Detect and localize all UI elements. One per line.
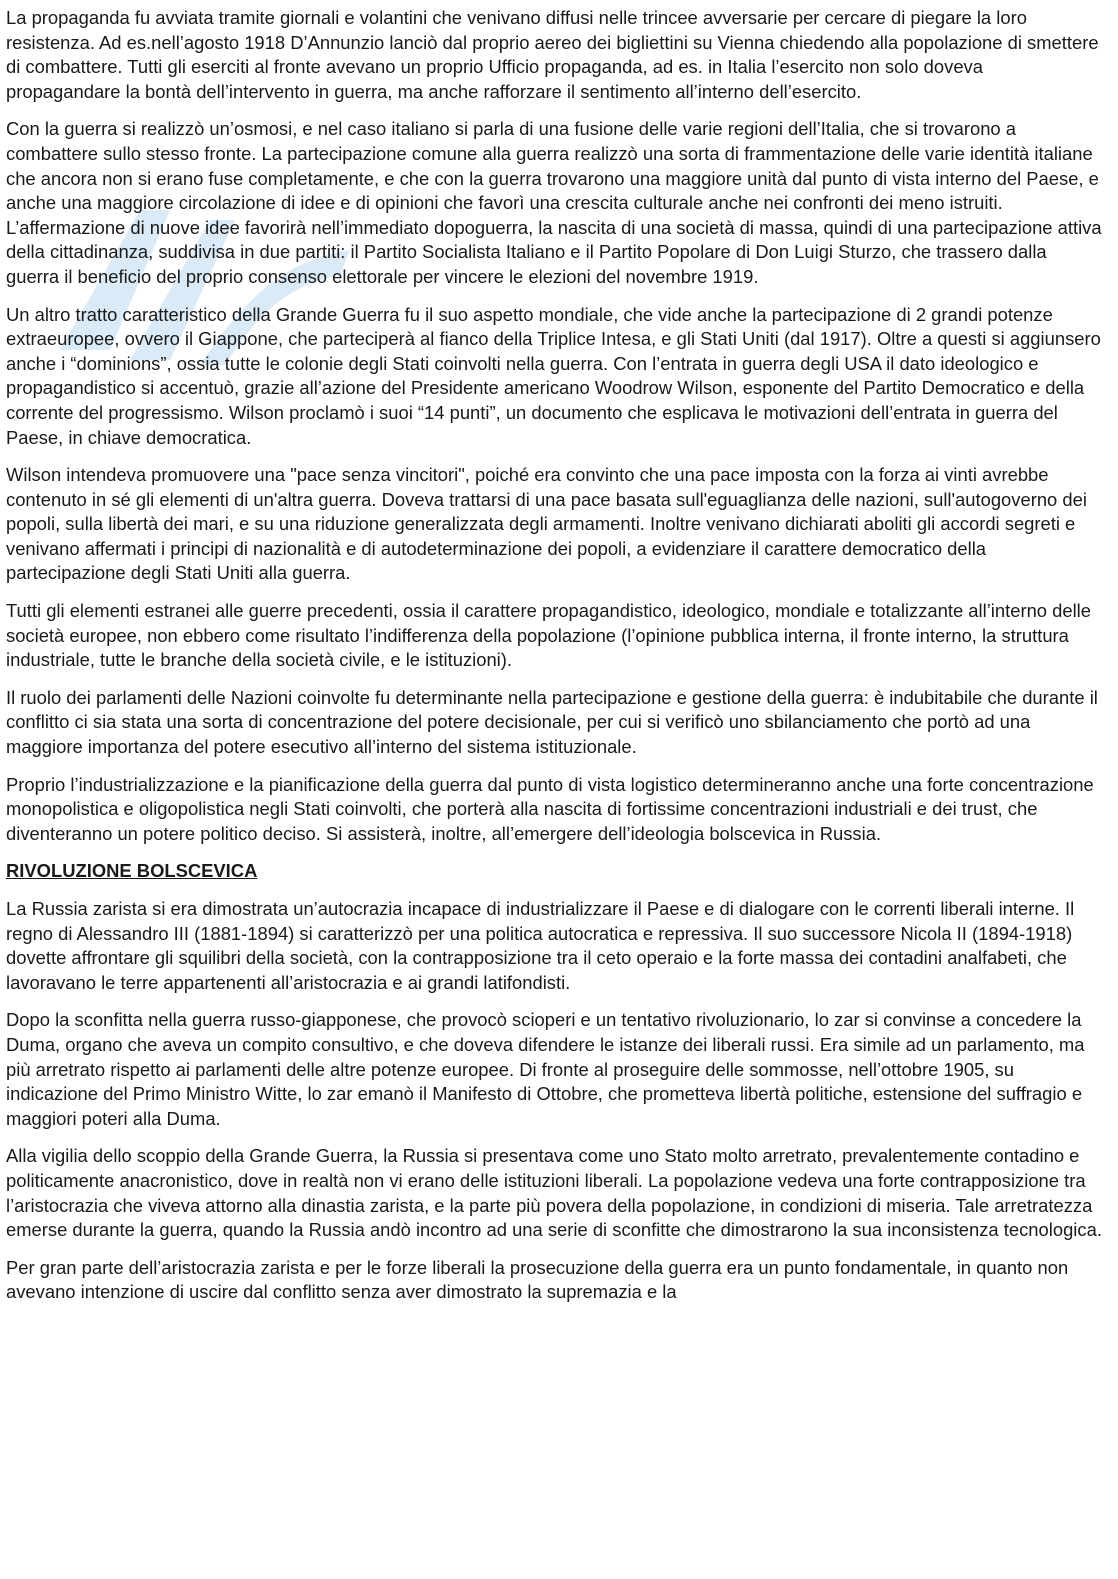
- document-page: [6, 6, 1102, 1305]
- paragraph-propaganda: La propaganda fu avviata tramite giornali e volantini che venivano diffusi nelle trincee avversarie per cercare di piegare la loro resistenza. Ad es.nell’agosto 1918 D’Annunzio lanciò dal proprio aereo dei bigliettini su Vienna chiedendo alla popolazione di smettere di combattere. Tutti gli eserciti al fronte avevano un proprio Ufficio propaganda, ad es. in Italia l’esercito non solo doveva propagandare la bontà dell’intervento in guerra, ma anche rafforzare il sentimento all’interno dell’esercito.: [6, 7, 1099, 102]
- paragraph-vigilia: Alla vigilia dello scoppio della Grande Guerra, la Russia si presentava come uno Stato molto arretrato, prevalentemente contadino e politicamente anacronistico, dove in realtà non vi erano delle istituzioni liberali. La popolazione vedeva una forte contrapposizione tra l’aristocrazia che viveva attorno alla dinastia zarista, e la parte più povera della popolazione, in condizioni di miseria. Tale arretratezza emerse durante la guerra, quando la Russia andò incontro ad una serie di sconfitte che dimostrarono la sua inconsistenza tecnologica.: [6, 1145, 1102, 1241]
- paragraph-duma: Dopo la sconfitta nella guerra russo-giapponese, che provocò scioperi e un tentativo rivoluzionario, lo zar si convinse a concedere la Duma, organo che aveva un compito consultivo, e che doveva difendere le istanze dei liberali russi. Era simile ad un parlamento, ma più arretrato rispetto ai parlamenti delle altre potenze europee. Di fronte al proseguire delle sommosse, nell’ottobre 1905, su indicazione del Primo Ministro Witte, lo zar emanò il Manifesto di Ottobre, che prometteva libertà politiche, estensione del suffragio e maggiori poteri alla Duma.: [6, 1009, 1085, 1129]
- paragraph-russia-zarista: La Russia zarista si era dimostrata un’autocrazia incapace di industrializzare il Paese e di dialogare con le correnti liberali interne. Il regno di Alessandro III (1881-1894) si caratterizzò per una politica autocratica e repressiva. Il suo successore Nicola II (1894-1918) dovette affrontare gli squilibri della società, con la contrapposizione tra il ceto operaio e la forte massa dei contadini analfabeti, che lavoravano le terre appartenenti all’aristocrazia e ai grandi latifondisti.: [6, 898, 1075, 993]
- paragraph-aristocrazia: Per gran parte dell’aristocrazia zarista e per le forze liberali la prosecuzione della guerra era un punto fondamentale, in quanto non avevano intenzione di uscire dal conflitto senza aver dimostrato la supremazia e la: [6, 1256, 1069, 1303]
- paragraph-osmosi: Con la guerra si realizzò un’osmosi, e nel caso italiano si parla di una fusione delle varie regioni dell’Italia, che si trovarono a combattere sullo stesso fronte. La partecipazione comune alla guerra realizzò una sorta di frammentazione delle varie identità italiane che ancora non si erano fuse completamente, e che con la guerra trovarono una maggiore unità dal punto di vista interno del Paese, e anche una maggiore circolazione di idee e di opinioni che favorì una crescita culturale anche nei confronti dei meno istruiti. L’affermazione di nuove idee favorirà nell’immediato dopoguerra, la nascita di una società di massa, quindi di una partecipazione attiva della cittadinanza, suddivisa in due partiti: il Partito Socialista Italiano e il Partito Popolare di Don Luigi Sturzo, che trassero dalla guerra il beneficio del proprio consenso elettorale per vincere le elezioni del novembre 1919.: [6, 118, 1102, 287]
- paragraph-elementi-estranei: Tutti gli elementi estranei alle guerre precedenti, ossia il carattere propagandistico, ideologico, mondiale e totalizzante all’interno delle società europee, non ebbero come risultato l’indifferenza della popolazione (l’opinione pubblica interna, il fronte interno, la struttura industriale, tutte le branche della società civile, e le istituzioni).: [6, 600, 1091, 671]
- section-heading: RIVOLUZIONE BOLSCEVICA: [6, 860, 258, 882]
- paragraph-aspetto-mondiale: Un altro tratto caratteristico della Grande Guerra fu il suo aspetto mondiale, che vide anche la partecipazione di 2 grandi potenze extraeuropee, ovvero il Giappone, che parteciperà al fianco della Triplice Intesa, e gli Stati Uniti (dal 1917). Oltre a questi si aggiunsero anche i “dominions”, ossia tutte le colonie degli Stati coinvolti nella guerra. Con l’entrata in guerra degli USA il dato ideologico e propagandistico si accentuò, grazie all’azione del Presidente americano Woodrow Wilson, esponente del Partito Democratico e della corrente del progressismo. Wilson proclamò i suoi “14 punti”, un documento che esplicava le motivazioni dell’entrata in guerra del Paese, in chiave democratica.: [6, 303, 1101, 448]
- paragraph-wilson: Wilson intendeva promuovere una "pace senza vincitori", poiché era convinto che una pace imposta con la forza ai vinti avrebbe contenuto in sé gli elementi di un'altra guerra. Doveva trattarsi di una pace basata sull'eguaglianza delle nazioni, sull'autogoverno dei popoli, sulla libertà dei mari, e su una riduzione generalizzata degli armamenti. Inoltre venivano dichiarati aboliti gli accordi segreti e venivano affermati i principi di nazionalità e di autodeterminazione dei popoli, a evidenziare il carattere democratico della partecipazione degli Stati Uniti alla guerra.: [6, 464, 1087, 584]
- paragraph-industrializzazione: Proprio l’industrializzazione e la pianificazione della guerra dal punto di vista logistico determineranno anche una forte concentrazione monopolistica e oligopolistica negli Stati coinvolti, che porterà alla nascita di fortissime concentrazioni industriali e dei trust, che diventeranno un potere politico deciso. Si assisterà, inoltre, all’emergere dell’ideologia bolscevica in Russia.: [6, 773, 1094, 844]
- paragraph-parlamenti: Il ruolo dei parlamenti delle Nazioni coinvolte fu determinante nella partecipazione e gestione della guerra: è indubitabile che durante il conflitto ci sia stata una sorta di concentrazione del potere decisionale, per cui si verificò uno sbilanciamento che portò ad una maggiore importanza del potere esecutivo all’interno del sistema istituzionale.: [6, 686, 1098, 758]
